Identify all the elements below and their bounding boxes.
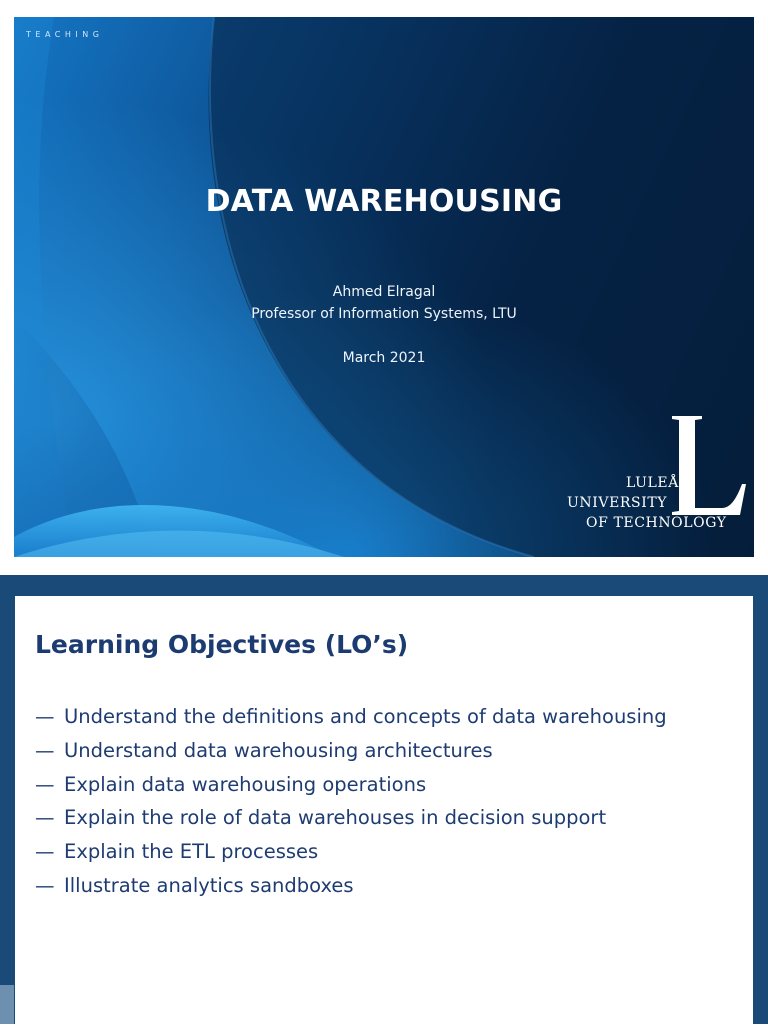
objective-text: Understand the definitions and concepts of data warehousing	[64, 705, 667, 728]
logo-letter-l-icon	[668, 414, 748, 518]
dash-bullet: —	[35, 738, 55, 762]
dash-bullet: —	[35, 705, 55, 728]
list-item	[35, 869, 667, 903]
band-accent-strip	[0, 985, 14, 1024]
objective-text: Understand data warehousing architectures	[64, 738, 493, 762]
author-role: Professor of Information Systems, LTU	[251, 306, 517, 322]
list-item	[35, 768, 667, 802]
list-item	[35, 734, 667, 768]
dash-bullet: —	[35, 873, 55, 897]
dash-bullet: —	[35, 840, 55, 864]
presentation-title: DATA WAREHOUSING	[205, 184, 563, 219]
objective-text: Illustrate analytics sandboxes	[64, 873, 354, 897]
author-name: Ahmed Elragal	[332, 284, 436, 300]
objective-text: Explain the role of data warehouses in decision support	[64, 806, 607, 830]
objectives-slide	[15, 596, 753, 1036]
logo-line-university: UNIVERSITY	[567, 495, 668, 511]
logo-line-technology: OF TECHNOLOGY	[586, 515, 727, 531]
list-item	[35, 700, 667, 734]
dash-bullet: —	[35, 806, 55, 830]
objectives-list	[35, 700, 667, 903]
objective-text: Explain the ETL processes	[64, 840, 319, 864]
logo-line-lulea: LULEÅ	[626, 475, 679, 491]
title-slide	[14, 17, 754, 557]
objectives-title: Learning Objectives (LO’s)	[35, 630, 409, 659]
list-item	[35, 801, 667, 835]
list-item	[35, 835, 667, 869]
presentation-date: March 2021	[342, 350, 426, 366]
teaching-tag: TEACHING	[26, 30, 104, 39]
objective-text: Explain data warehousing operations	[64, 772, 427, 796]
dash-bullet: —	[35, 772, 55, 796]
